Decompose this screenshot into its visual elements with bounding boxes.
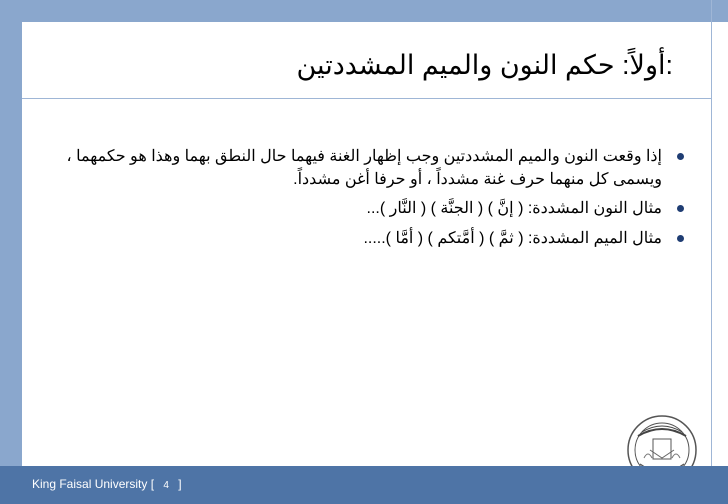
footer-close-bracket: ] — [178, 477, 182, 491]
left-frame-bar — [0, 0, 22, 504]
bullet-list — [60, 146, 684, 251]
university-name: King Faisal University [ — [32, 477, 155, 491]
bullet-item-meem-example — [60, 228, 684, 251]
bullet-item-noon-example — [60, 198, 684, 221]
top-frame-bar — [0, 0, 728, 22]
right-frame-line — [711, 0, 712, 504]
bullet-icon — [677, 153, 684, 160]
bullet-icon — [677, 235, 684, 242]
slide-title: :أولاً: حكم النون والميم المشددتين — [296, 50, 673, 80]
bullet-text: إذا وقعت النون والميم المشددتين وجب إظهار الغنة فيهما حال النطق بهما وهذا هو حكمهما ، ويسمى كل منهما حرف غنة مشدداً ، أو حرفا أغن مشدداً. — [66, 148, 662, 188]
bullet-item-rule — [60, 146, 684, 191]
page-number: 4 — [163, 480, 169, 491]
bullet-text: مثال الميم المشددة: ( ثمَّ ) ( أمَّتكم ) ( أمَّا )..... — [363, 230, 662, 248]
bullet-text: مثال النون المشددة: ( إنَّ ) ( الجنَّة ) ( النَّار )... — [366, 200, 662, 218]
title-divider — [22, 98, 711, 99]
bullet-icon — [677, 205, 684, 212]
slide-content — [60, 146, 684, 258]
footer-label — [32, 477, 182, 491]
